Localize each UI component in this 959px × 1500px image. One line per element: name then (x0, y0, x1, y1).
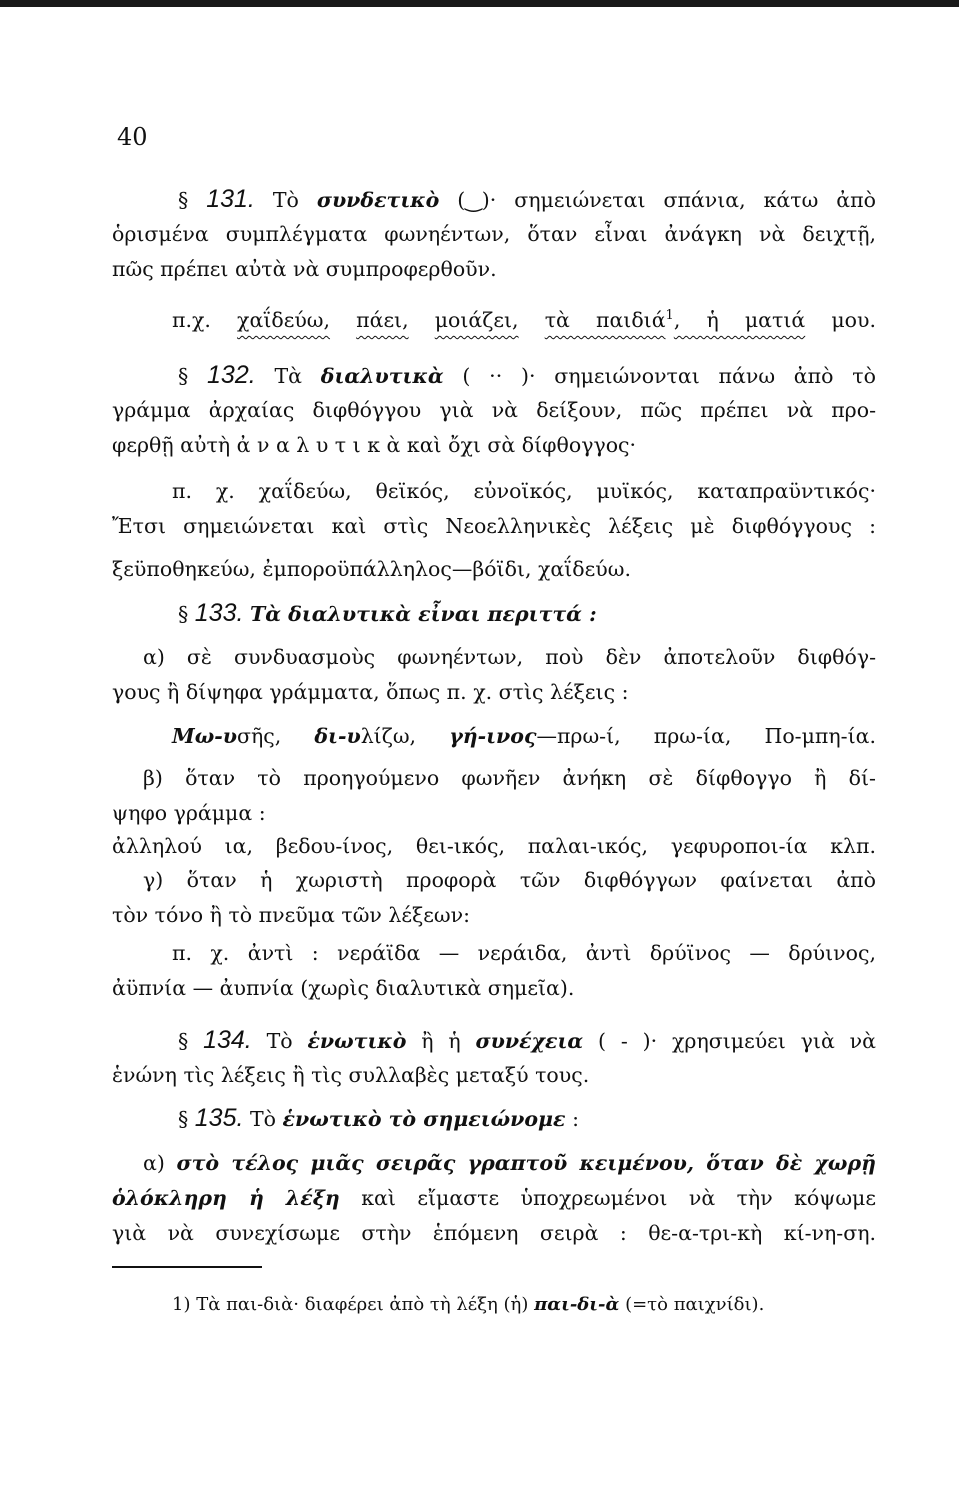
example-text: —πρω-ί, πρω-ία, Πο-μπη-ία. (536, 724, 877, 748)
s131-example (172, 303, 876, 333)
term-enotiko-heading: ἑνωτικὸ τὸ σημειώνομε (282, 1107, 566, 1131)
s135-line-2 (143, 1150, 876, 1176)
list-marker: α) (143, 1151, 165, 1175)
s132-line-6: ξεϋποθηκεύω, ἐμποροϋπάλληλος—βόϊδι, χαΐδεύω. (112, 557, 631, 581)
s135-bold-text: ὁλόκληρη ἡ λέξη (112, 1186, 340, 1210)
s133-a-line-1: α) σὲ συνδυασμοὺς φωνηέντων, ποὺ δὲν ἀποτελοῦν διφθόγ- (143, 645, 876, 669)
s133-title: Τὰ διαλυτικὰ εἶναι περιττά : (249, 602, 597, 626)
s135-heading (178, 1105, 942, 1132)
example-word: πάει, (356, 307, 409, 332)
example-word: , ἡ ματιά (673, 307, 806, 332)
section-sign: § (178, 364, 189, 388)
s132-line-1 (178, 362, 876, 389)
s135-colon: : (572, 1107, 579, 1131)
s134-text: Τὸ (266, 1029, 293, 1053)
s135-text: καὶ εἴμαστε ὑποχρεωμένοι νὰ τὴν κόψωμε (361, 1186, 876, 1210)
term-syndetiko: συνδετικὸ (316, 188, 440, 212)
s132-line-4: π. χ. χαΐδεύω, θεϊκός, εὐνοϊκός, μυϊκός, καταπραϋντικός· (172, 479, 876, 503)
footnote-text: (=τὸ παιχνίδι). (625, 1294, 765, 1315)
footnote-rule (112, 1266, 262, 1268)
section-sign: § (178, 1029, 189, 1053)
s133-b-line-2: ψηφο γράμμα : (112, 801, 266, 825)
example-word: μοιάζει, (434, 307, 519, 332)
s132-line-3: φερθῇ αὐτὴ ἀ ν α λ υ τ ι κ ὰ καὶ ὄχι σὰ δίφθογγος· (112, 433, 637, 457)
term-synecheia: συνέχεια (475, 1029, 584, 1053)
s134-line-1 (178, 1027, 876, 1054)
footnote-text: 1) Τὰ παι-διὰ· διαφέρει ἀπὸ τὴ λέξη (ἡ) (172, 1294, 529, 1315)
s131-text: Τὸ (272, 188, 299, 212)
example-bold: Μω-υ (172, 724, 237, 748)
term-enotiko: ἑνωτικὸ (307, 1029, 407, 1053)
s133-c-line-2: τὸν τόνο ἢ τὸ πνεῦμα τῶν λέξεων: (112, 903, 471, 927)
s132-line-5: Ἔτσι σημειώνεται καὶ στὶς Νεοελληνικὲς λέξεις μὲ διφθόγγους : (112, 514, 876, 538)
s134-text-rest: ( - )· χρησιμεύει γιὰ νὰ (598, 1029, 876, 1053)
page-number: 40 (117, 123, 148, 151)
s132-text: Τὰ (274, 364, 303, 388)
s133-heading (178, 600, 942, 627)
s133-a-examples (172, 723, 876, 749)
s131-line-2: ὁρισμένα συμπλέγματα φωνηέντων, ὅταν εἶναι ἀνάγκη νὰ δειχτῇ, (112, 222, 876, 246)
example-word: μου. (831, 307, 876, 332)
section-number: 131. (206, 185, 255, 213)
s131-text-rest: (‿)· σημειώνεται σπάνια, κάτω ἀπὸ (457, 188, 876, 212)
s134-text: ἢ ἡ (421, 1029, 461, 1053)
s135-line-3 (112, 1185, 876, 1211)
s133-c-line-1: γ) ὅταν ἡ χωριστὴ προφορὰ τῶν διφθόγγων φαίνεται ἀπὸ (143, 868, 876, 892)
example-prefix: π.χ. (172, 307, 211, 332)
example-text: σῆς, (236, 724, 315, 748)
example-word: χαΐδεύω, (237, 307, 331, 332)
s133-b-line-3: ἀλληλού ια, βεδου-ίνος, θει-ικός, παλαι-ικός, γεφυροποι-ία κλπ. (112, 834, 876, 858)
example-bold: γή-ινος (449, 724, 537, 748)
s135-line-4: γιὰ νὰ συνεχίσωμε στὴν ἑπόμενη σειρὰ : θε-α-τρι-κὴ κί-νη-ση. (112, 1221, 876, 1245)
example-bold: δι-υ (314, 724, 361, 748)
section-number: 134. (203, 1026, 252, 1054)
s131-line-3: πῶς πρέπει αὐτὰ νὰ συμπροφερθοῦν. (112, 257, 497, 281)
section-sign: § (178, 188, 189, 212)
section-sign: § (178, 1107, 189, 1131)
footnote-ref: 1 (665, 308, 674, 323)
section-number: 132. (207, 361, 256, 389)
s133-b-line-1: β) ὅταν τὸ προηγούμενο φωνῆεν ἀνήκη σὲ δίφθογγο ἢ δί- (143, 766, 876, 790)
term-dialytika: διαλυτικὰ (320, 364, 444, 388)
section-number: 135. (194, 1104, 244, 1132)
footnote-bold: παι-δι-ὰ (534, 1294, 620, 1315)
s135-bold-text: στὸ τέλος μιᾶς σειρᾶς γραπτοῦ κειμένου, ὅταν δὲ χωρῇ (176, 1151, 876, 1175)
footnote (172, 1294, 764, 1315)
example-text: λίζω, (360, 724, 450, 748)
s133-c-line-3: π. χ. ἀντὶ : νεράϊδα — νεράιδα, ἀντὶ δρύϊνος — δρύινος, (172, 941, 876, 965)
s132-line-2: γράμμα ἀρχαίας διφθόγγου γιὰ νὰ δείξουν, πῶς πρέπει νὰ προ- (112, 398, 876, 422)
s133-a-line-2: γους ἢ δίψηφα γράμματα, ὅπως π. χ. στὶς λέξεις : (112, 680, 629, 704)
s134-line-2: ἑνώνη τὶς λέξεις ἢ τὶς συλλαβὲς μεταξύ τους. (112, 1063, 590, 1087)
s131-line-1 (178, 186, 876, 213)
s133-c-line-4: ἀϋπνία — ἀυπνία (χωρὶς διαλυτικὰ σημεῖα). (112, 976, 575, 1000)
scan-edge (0, 0, 959, 7)
example-word: τὰ παιδιά (544, 307, 666, 332)
s135-text: Τὸ (249, 1107, 276, 1131)
section-number: 133. (194, 599, 244, 627)
s132-text-rest: ( ·· )· σημειώνονται πάνω ἀπὸ τὸ (462, 364, 876, 388)
section-sign: § (178, 602, 189, 626)
